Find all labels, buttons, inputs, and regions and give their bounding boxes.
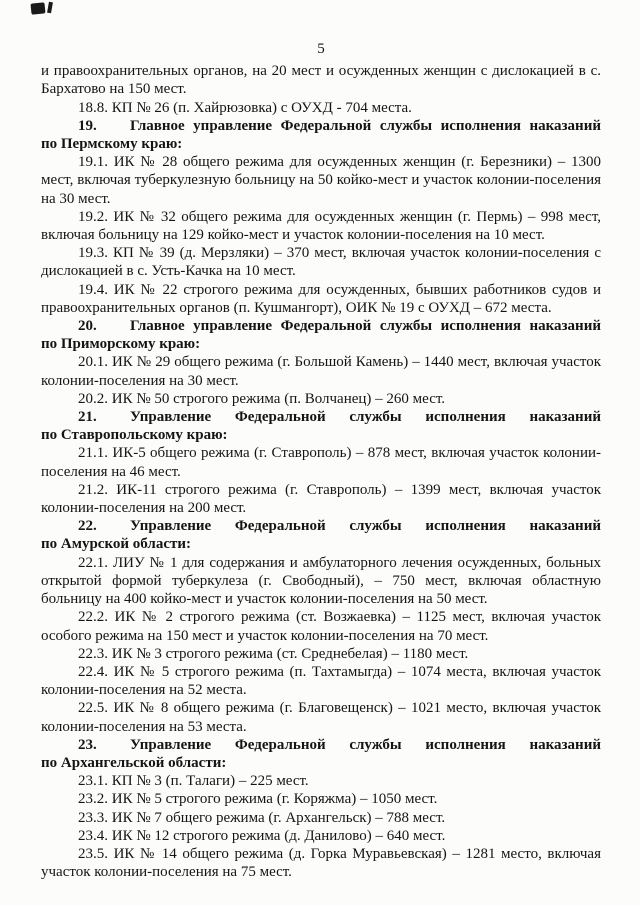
section-number: 23. [78, 736, 97, 753]
continuation-paragraph: и правоохранительных органов, на 20 мест и осужденных женщин с дислокацией в с. Бархатово на 150 мест. [41, 63, 601, 98]
section-number: 20. [78, 318, 97, 335]
document-body [41, 40, 601, 881]
section-heading [41, 408, 601, 444]
clause-paragraph: 22.2. ИК № 2 строгого режима (ст. Возжаевка) – 1125 мест, включая участок особого режима на 150 мест и участок колонии-поселения на 70 мест. [41, 609, 601, 644]
scan-artifact [47, 2, 53, 14]
clause-paragraph: 22.1. ЛИУ № 1 для содержания и амбулаторного лечения осужденных, больных открытой формой туберкулеза (г. Свободный), – 750 мест, включая областную больницу на 400 койко-мест и участок колонии-поселения на 50 мест. [41, 554, 601, 608]
section-number: 22. [78, 518, 97, 535]
clause-paragraph: 22.5. ИК № 8 общего режима (г. Благовещенск) – 1021 место, включая участок колонии-поселения на 53 места. [41, 700, 601, 735]
page-number: 5 [317, 41, 325, 57]
clause-paragraph: 18.8. КП № 26 (п. Хайрюзовка) с ОУХД - 704 места. [78, 99, 412, 116]
section-title-line2: по Амурской области: [41, 536, 191, 553]
section-title-line1: Управление Федеральной службы исполнения наказаний [130, 409, 601, 426]
section-number: 19. [78, 117, 97, 134]
clause-paragraph: 20.1. ИК № 29 общего режима (г. Большой Камень) – 1440 мест, включая участок колонии-поселения на 30 мест. [41, 354, 601, 389]
clause-paragraph: 19.2. ИК № 32 общего режима для осужденных женщин (г. Пермь) – 998 мест, включая больницу на 129 койко-мест и участок колонии-поселения на 10 мест. [41, 208, 601, 244]
clause-paragraph: 23.4. ИК № 12 строгого режима (д. Данилово) – 640 мест. [78, 827, 446, 844]
clause-paragraph: 22.4. ИК № 5 строгого режима (п. Тахтамыгда) – 1074 места, включая участок колонии-поселения на 52 места. [41, 663, 601, 699]
section-title-line1: Управление Федеральной службы исполнения наказаний [130, 518, 601, 535]
section-title-line2: по Ставропольскому краю: [41, 427, 228, 444]
section-heading [41, 517, 601, 553]
section-heading [41, 736, 601, 772]
section-title-line1: Управление Федеральной службы исполнения наказаний [130, 736, 601, 753]
section-title-line2: по Пермскому краю: [41, 136, 183, 153]
clause-paragraph: 19.4. ИК № 22 строгого режима для осужденных, бывших работников судов и правоохранительных органов (п. Кушмангорт), ОИК № 19 с ОУХД – 672 места. [41, 281, 601, 316]
clause-paragraph: 23.3. ИК № 7 общего режима (г. Архангельск) – 788 мест. [78, 809, 446, 826]
scan-artifact [30, 2, 45, 14]
clause-paragraph: 22.3. ИК № 3 строгого режима (ст. Среднебелая) – 1180 мест. [78, 645, 469, 662]
clause-paragraph: 23.5. ИК № 14 общего режима (д. Горка Муравьевская) – 1281 место, включая участок колонии-поселения на 75 мест. [41, 845, 601, 881]
section-number: 21. [78, 409, 97, 426]
section-title-line1: Главное управление Федеральной службы исполнения наказаний [130, 117, 601, 134]
clause-paragraph: 19.1. ИК № 28 общего режима для осужденных женщин (г. Березники) – 1300 мест, включая туберкулезную больницу на 50 койко-мест и участок колонии-поселения на 30 мест. [41, 154, 601, 207]
clause-paragraph: 23.2. ИК № 5 строгого режима (г. Коряжма) – 1050 мест. [78, 791, 438, 808]
clause-paragraph: 21.1. ИК-5 общего режима (г. Ставрополь) – 878 мест, включая участок колонии-поселения на 46 мест. [41, 445, 601, 480]
section-title-line2: по Приморскому краю: [41, 336, 201, 353]
section-heading [41, 317, 601, 353]
clause-paragraph: 20.2. ИК № 50 строгого режима (п. Волчанец) – 260 мест. [78, 390, 446, 407]
section-heading [41, 117, 601, 153]
clause-paragraph: 19.3. КП № 39 (д. Мерзляки) – 370 мест, включая участок колонии-поселения с дислокацией в с. Усть-Качка на 10 мест. [41, 245, 601, 280]
section-title-line2: по Архангельской области: [41, 754, 227, 771]
section-title-line1: Главное управление Федеральной службы исполнения наказаний [130, 318, 601, 335]
clause-paragraph: 21.2. ИК-11 строгого режима (г. Ставрополь) – 1399 мест, включая участок колонии-поселения на 200 мест. [41, 481, 601, 517]
clause-paragraph: 23.1. КП № 3 (п. Талаги) – 225 мест. [78, 773, 309, 790]
